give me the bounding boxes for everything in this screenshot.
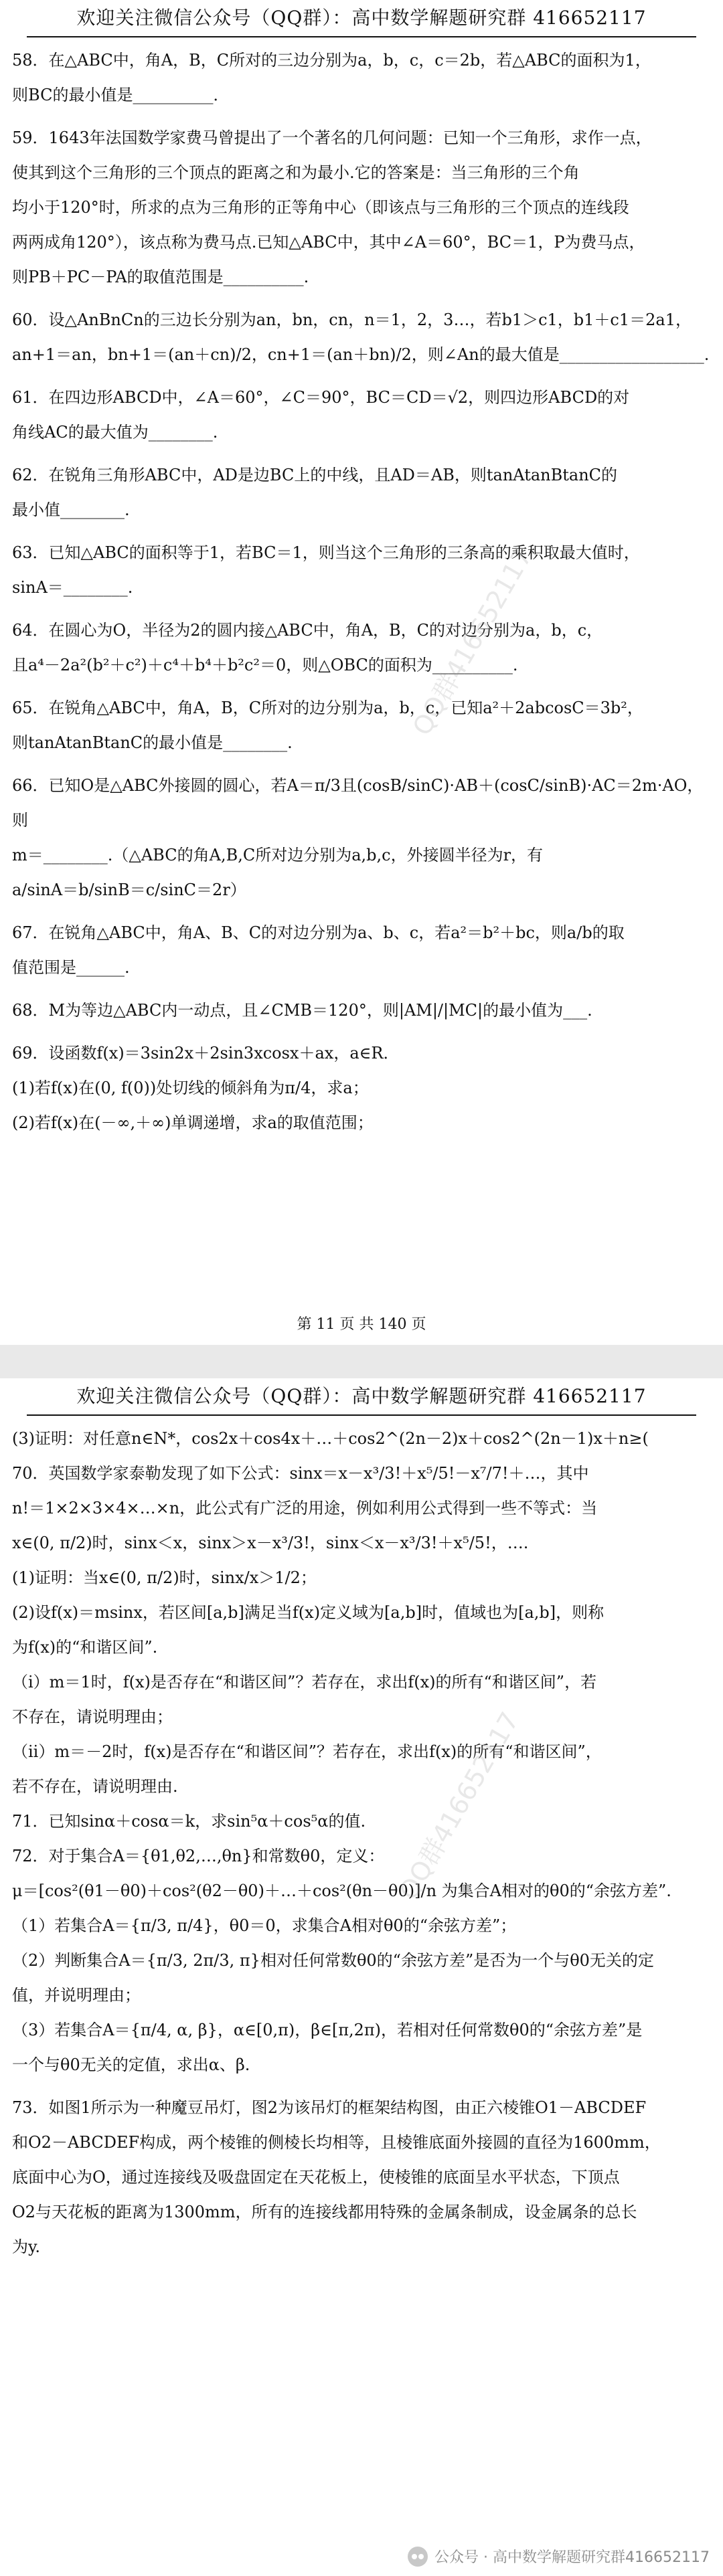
text-line: 最小值________. <box>12 500 130 519</box>
spacer <box>12 527 711 535</box>
text-line: （ii）m＝－2时，f(x)是否存在“和谐区间”？若存在，求出f(x)的所有“和谐区间”， <box>12 1742 602 1761</box>
spacer <box>12 112 711 120</box>
brand-text: 公众号 · 高中数学解题研究群416652117 <box>434 2549 710 2566</box>
watermark: QQ群416652117 <box>406 543 538 741</box>
text-line: m＝________.（△ABC的角A,B,C所对边分别为a,b,c，外接圆半径为r，有 <box>12 846 544 864</box>
page-2 <box>0 1378 723 2576</box>
page-header: 欢迎关注微信公众号（QQ群）：高中数学解题研究群 416652117 <box>27 0 696 37</box>
spacer <box>12 907 711 915</box>
text-line: （2）判断集合A＝{π/3, 2π/3, π}相对任何常数θ0的“余弦方差”是否为一个与θ0无关的定 <box>12 1951 654 1970</box>
text-line: 和O2－ABCDEF构成，两个棱锥的侧棱长均相等，且棱锥底面外接圆的直径为1600mm， <box>12 2133 661 2152</box>
text-line: x∈(0, π/2)时，sinx＜x，sinx＞x－x³/3!，sinx＜x－x³/3!＋x⁵/5!，…. <box>12 1534 529 1552</box>
text-line: 为f(x)的“和谐区间”. <box>12 1638 158 1657</box>
text-line: 65．在锐角△ABC中，角A，B，C所对的边分别为a，b，c，已知a²＋2abcosC＝3b²， <box>12 699 643 717</box>
text-line: (2)若f(x)在(－∞,＋∞)单调递增，求a的取值范围； <box>12 1113 374 1132</box>
page-2-body <box>12 1421 711 2264</box>
text-line: 64．在圆心为O，半径为2的圆内接△ABC中，角A，B，C的对边分别为a，b，c， <box>12 621 603 640</box>
text-line: 59．1643年法国数学家费马曾提出了一个著名的几何问题：已知一个三角形，求作一点， <box>12 128 652 147</box>
text-line: 若不存在，请说明理由. <box>12 1777 178 1796</box>
page-1-body <box>12 43 711 1140</box>
text-line: 63．已知△ABC的面积等于1，若BC＝1，则当这个三角形的三条高的乘积取最大值时， <box>12 543 640 562</box>
text-line: 66．已知O是△ABC外接圆的圆心，若A＝π/3且(cosB/sinC)·AB＋(cosC/sinB)·AC＝2m·AO，则 <box>12 776 704 830</box>
text-line: 不存在，请说明理由； <box>12 1708 173 1726</box>
spacer <box>12 605 711 613</box>
text-line: 61．在四边形ABCD中，∠A＝60°，∠C＝90°，BC＝CD＝√2，则四边形ABCD的对 <box>12 388 630 407</box>
text-line: （i）m＝1时，f(x)是否存在“和谐区间”？若存在，求出f(x)的所有“和谐区间”，若 <box>12 1673 597 1691</box>
wechat-icon <box>408 2547 428 2567</box>
text-line: (3)证明：对任意n∈N*，cos2x＋cos4x＋…＋cos2^(2n－2)x＋cos2^(2n－1)x＋n≥( <box>12 1429 649 1448</box>
text-line: 58．在△ABC中，角A，B，C所对的三边分别为a，b，c，c＝2b，若△ABC的面积为1， <box>12 51 651 70</box>
spacer <box>12 985 711 993</box>
text-line: 62．在锐角三角形ABC中，AD是边BC上的中线，且AD＝AB，则tanAtanBtanC的 <box>12 466 618 484</box>
text-line: 值，并说明理由； <box>12 1986 141 2005</box>
text-line: an+1＝an，bn+1＝(an＋cn)/2，cn+1＝(an＋bn)/2，则∠An的最大值是__________________. <box>12 345 710 364</box>
text-line: 72．对于集合A＝{θ1,θ2,…,θn}和常数θ0，定义： <box>12 1847 385 1865</box>
text-line: 则PB＋PC－PA的取值范围是__________. <box>12 268 309 286</box>
text-line: 一个与θ0无关的定值，求出α、β. <box>12 2055 250 2074</box>
text-line: a/sinA＝b/sinB＝c/sinC＝2r） <box>12 881 246 899</box>
text-line: （1）若集合A＝{π/3, π/4}，θ0＝0，求集合A相对θ0的“余弦方差”； <box>12 1916 517 1935</box>
text-line: 60．设△AnBnCn的三边长分别为an，bn，cn，n＝1，2，3…，若b1＞c1，b1＋c1＝2a1， <box>12 310 692 329</box>
text-line: 则BC的最小值是__________． <box>12 86 230 104</box>
text-line: sinA＝________. <box>12 578 133 597</box>
text-line: 底面中心为O，通过连接线及吸盘固定在天花板上，使棱锥的底面呈水平状态，下顶点 <box>12 2168 620 2187</box>
text-line: 68．M为等边△ABC内一动点，且∠CMB＝120°，则|AM|/|MC|的最小值为___. <box>12 1001 592 1020</box>
text-line: (1)证明：当x∈(0, π/2)时，sinx/x＞1/2； <box>12 1568 317 1587</box>
spacer <box>12 1028 711 1036</box>
text-line: 67．在锐角△ABC中，角A、B、C的对边分别为a、b、c，若a²＝b²＋bc，则a/b的取 <box>12 923 625 942</box>
text-line: (1)若f(x)在(0, f(0))处切线的倾斜角为π/4，求a； <box>12 1079 369 1097</box>
text-line: 70．英国数学家泰勒发现了如下公式：sinx＝x－x³/3!＋x⁵/5!－x⁷/7!＋…，其中 <box>12 1464 589 1483</box>
page-footer: 第 11 页 共 140 页 <box>297 1316 426 1333</box>
text-line: 69．设函数f(x)＝3sin2x＋2sin3xcosx＋ax，a∈R． <box>12 1044 400 1063</box>
spacer <box>12 682 711 691</box>
spacer <box>12 372 711 380</box>
text-line: (2)设f(x)＝msinx，若区间[a,b]满足当f(x)定义域为[a,b]时，值域也为[a,b]，则称 <box>12 1603 605 1622</box>
spacer <box>12 294 711 302</box>
text-line: 且a⁴－2a²(b²＋c²)＋c⁴＋b⁴＋b²c²＝0，则△OBC的面积为__________. <box>12 656 518 674</box>
spacer <box>12 760 711 768</box>
text-line: 71．已知sinα＋cosα＝k，求sin⁵α＋cos⁵α的值. <box>12 1812 366 1831</box>
text-line: 均小于120°时，所求的点为三角形的正等角中心（即该点与三角形的三个顶点的连线段 <box>12 198 629 217</box>
page-separator <box>0 1345 723 1378</box>
text-line: 使其到这个三角形的三个顶点的距离之和为最小.它的答案是：当三角形的三个角 <box>12 163 580 182</box>
text-line: 角线AC的最大值为________. <box>12 423 218 442</box>
page-header: 欢迎关注微信公众号（QQ群）：高中数学解题研究群 416652117 <box>27 1378 696 1416</box>
text-line: 值范围是______. <box>12 958 130 977</box>
brand-badge <box>408 2546 710 2567</box>
watermark: QQ群416652117 <box>393 1707 525 1905</box>
text-line: μ＝[cos²(θ1－θ0)＋cos²(θ2－θ0)＋…＋cos²(θn－θ0)]/n 为集合A相对的θ0的“余弦方差”. <box>12 1881 671 1900</box>
text-line: 则tanAtanBtanC的最小值是________. <box>12 733 293 752</box>
text-line: 两两成角120°），该点称为费马点.已知△ABC中，其中∠A＝60°，BC＝1，P为费马点， <box>12 233 645 252</box>
text-line: （3）若集合A＝{π/4, α, β}，α∈[0,π)，β∈[π,2π)，若相对任何常数θ0的“余弦方差”是 <box>12 2021 643 2039</box>
text-line: O2与天花板的距离为1300mm，所有的连接线都用特殊的金属条制成，设金属条的总长 <box>12 2203 637 2221</box>
text-line: 73．如图1所示为一种魔豆吊灯，图2为该吊灯的框架结构图，由正六棱锥O1－ABCDEF <box>12 2098 647 2117</box>
spacer <box>12 2082 711 2090</box>
text-line: n!＝1×2×3×4×…×n，此公式有广泛的用途，例如利用公式得到一些不等式：当 <box>12 1499 598 1517</box>
text-line: 为y. <box>12 2237 40 2256</box>
spacer <box>12 450 711 458</box>
